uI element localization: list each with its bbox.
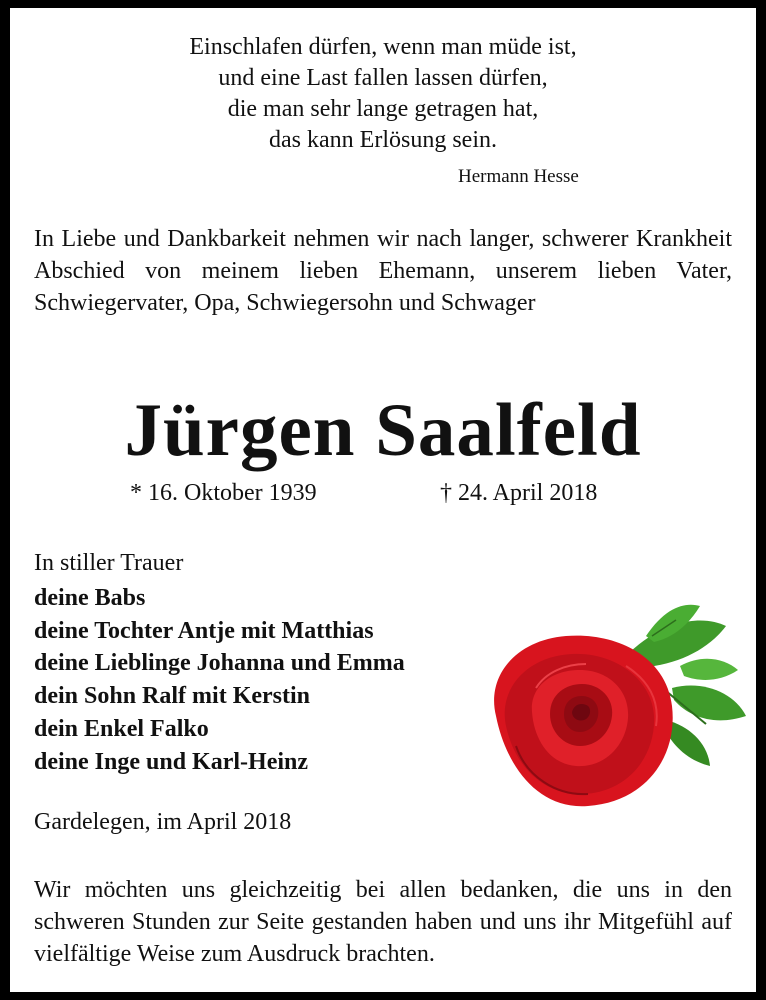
rose-image (476, 596, 748, 812)
birth-date: * 16. Oktober 1939 (130, 480, 317, 506)
mourner-name: deine Inge und Karl-Heinz (34, 748, 309, 775)
mourner-name: deine Babs (34, 585, 146, 611)
mourner-name: dein Sohn Ralf mit Kerstin (34, 683, 311, 710)
deceased-name: Jürgen Saalfeld (124, 389, 642, 472)
thanks-text: Wir möchten uns gleichzeitig bei allen bedanken, die uns in den schweren Stunden zur Seite gestanden haben und uns ihr Mitgefühl auf vielfältige Weise zum Ausdruck brachten. (34, 877, 732, 967)
mourner-name: dein Enkel Falko (34, 715, 209, 742)
poem (10, 32, 756, 156)
place-date: Gardelegen, im April 2018 (34, 809, 292, 835)
mourning-intro: In stiller Trauer (34, 550, 184, 576)
poem-line: Einschlafen dürfen, wenn man müde ist, (189, 34, 577, 60)
poem-line: und eine Last fallen lassen dürfen, (218, 65, 548, 91)
poem-author: Hermann Hesse (458, 166, 579, 187)
poem-line: das kann Erlösung sein. (269, 127, 497, 153)
death-date: † 24. April 2018 (440, 480, 598, 506)
mourner-name: deine Lieblinge Johanna und Emma (34, 650, 405, 677)
intro-text: In Liebe und Dankbarkeit nehmen wir nach langer, schwerer Krankheit Abschied von meinem lieben Ehemann, unserem lieben Vater, Schwiegervater, Opa, Schwiegersohn und Schwager (34, 226, 732, 316)
rose-bloom (494, 636, 673, 807)
mourners-list (34, 582, 405, 778)
obituary-card (10, 8, 756, 992)
poem-line: die man sehr lange getragen hat, (227, 96, 539, 122)
mourner-name: deine Tochter Antje mit Matthias (34, 617, 374, 644)
